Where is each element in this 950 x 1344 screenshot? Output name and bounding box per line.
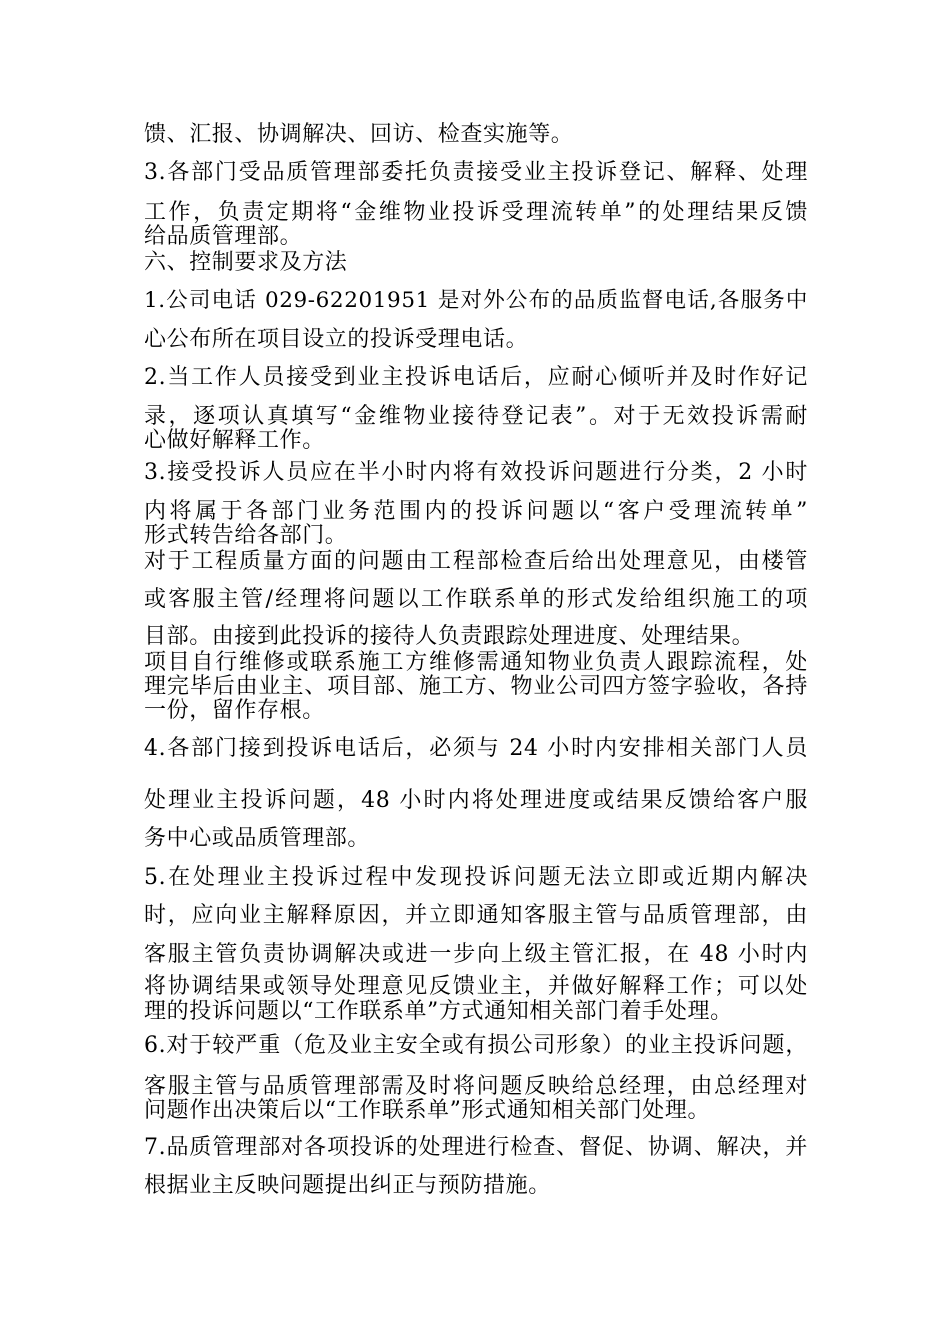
text-line: 给品质管理部。 (144, 224, 303, 249)
text-line: 项目自行维修或联系施工方维修需通知物业负责人跟踪流程，处 (144, 650, 808, 675)
text-line: 将协调结果或领导处理意见反馈业主，并做好解释工作；可以处 (144, 974, 808, 999)
text-line: 心做好解释工作。 (144, 428, 325, 453)
text-line: 1.公司电话 029-62201951 是对外公布的品质监督电话,各服务中 (144, 288, 808, 313)
text-line: 理的投诉问题以“工作联系单”方式通知相关部门着手处理。 (144, 999, 733, 1024)
text-line: 问题作出决策后以“工作联系单”形式通知相关部门处理。 (144, 1098, 711, 1123)
text-line: 根据业主反映问题提出纠正与预防措施。 (144, 1173, 551, 1198)
section-heading: 六、控制要求及方法 (144, 250, 348, 275)
text-line: 心公布所在项目设立的投诉受理电话。 (144, 327, 529, 352)
text-line: 3.接受投诉人员应在半小时内将有效投诉问题进行分类，2 小时 (144, 460, 808, 485)
text-line: 3.各部门受品质管理部委托负责接受业主投诉登记、解释、处理 (144, 160, 808, 185)
text-line: 5.在处理业主投诉过程中发现投诉问题无法立即或近期内解决 (144, 865, 808, 890)
text-line: 务中心或品质管理部。 (144, 826, 371, 851)
text-line: 时，应向业主解释原因，并立即通知客服主管与品质管理部，由 (144, 903, 808, 928)
text-line: 或客服主管/经理将问题以工作联系单的形式发给组织施工的项 (144, 587, 808, 612)
text-line: 6.对于较严重（危及业主安全或有损公司形象）的业主投诉问题， (144, 1033, 808, 1058)
text-line: 2.当工作人员接受到业主投诉电话后，应耐心倾听并及时作好记 (144, 365, 808, 390)
text-line: 客服主管与品质管理部需及时将问题反映给总经理，由总经理对 (144, 1074, 808, 1099)
text-line: 录，逐项认真填写“金维物业接待登记表”。对于无效投诉需耐 (144, 404, 808, 429)
text-line: 工作，负责定期将“金维物业投诉受理流转单”的处理结果反馈 (144, 200, 808, 225)
text-line: 处理业主投诉问题，48 小时内将处理进度或结果反馈给客户服 (144, 788, 808, 813)
text-line: 一份，留作存根。 (144, 698, 325, 723)
text-line: 内将属于各部门业务范围内的投诉问题以“客户受理流转单” (144, 499, 808, 524)
text-line: 7.品质管理部对各项投诉的处理进行检查、督促、协调、解决，并 (144, 1135, 808, 1160)
text-line: 形式转告给各部门。 (144, 523, 348, 548)
text-line: 馈、汇报、协调解决、回访、检查实施等。 (144, 122, 574, 147)
text-line: 4.各部门接到投诉电话后，必须与 24 小时内安排相关部门人员 (144, 736, 808, 761)
text-line: 对于工程质量方面的问题由工程部检查后给出处理意见，由楼管 (144, 549, 808, 574)
text-line: 目部。由接到此投诉的接待人负责跟踪处理进度、处理结果。 (144, 624, 755, 649)
text-line: 客服主管负责协调解决或进一步向上级主管汇报，在 48 小时内 (144, 942, 808, 967)
text-line: 理完毕后由业主、项目部、施工方、物业公司四方签字验收，各持 (144, 674, 808, 699)
